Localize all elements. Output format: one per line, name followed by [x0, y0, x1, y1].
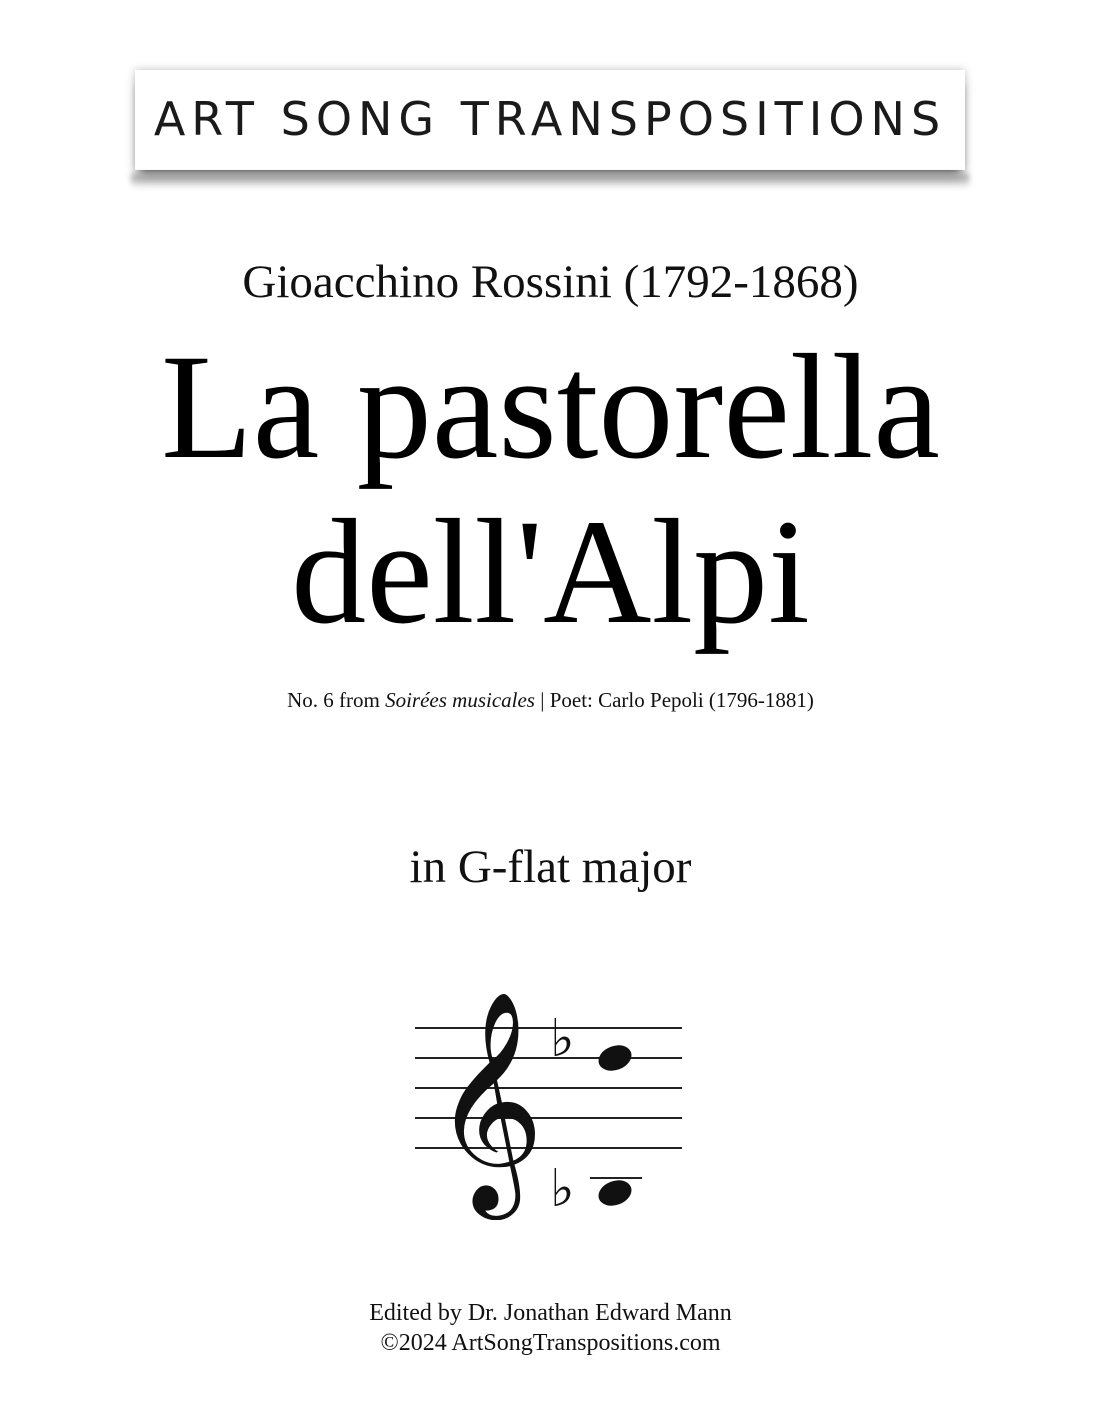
- flat-accidental-icon: ♭: [550, 1159, 575, 1219]
- song-subtitle: [0, 688, 1101, 713]
- treble-clef-icon: 𝄞: [432, 989, 545, 1210]
- brand-banner: [135, 70, 965, 170]
- editor-credit: Edited by Dr. Jonathan Edward Mann: [369, 1300, 732, 1326]
- song-title-line-2: dell'Alpi: [291, 489, 810, 655]
- key-label: in G-flat major: [409, 841, 692, 893]
- credits: [0, 1298, 1101, 1358]
- song-title: [0, 325, 1101, 655]
- song-title-line-1: La pastorella: [161, 324, 940, 490]
- subtitle-prefix: No. 6 from: [287, 688, 386, 712]
- note-head-lower: [595, 1176, 635, 1210]
- collection-title: Soirées musicales: [385, 688, 535, 712]
- copyright-notice: ©2024 ArtSongTranspositions.com: [380, 1330, 721, 1356]
- composer-name: Gioacchino Rossini (1792-1868): [242, 256, 859, 308]
- subtitle-suffix: | Poet: Carlo Pepoli (1796-1881): [534, 688, 814, 712]
- brand-logo-text: ART SONG TRANSPOSITIONS: [153, 92, 947, 146]
- range-staff: [410, 970, 690, 1220]
- flat-accidental-icon: ♭: [550, 1009, 575, 1069]
- note-head-upper: [595, 1041, 635, 1075]
